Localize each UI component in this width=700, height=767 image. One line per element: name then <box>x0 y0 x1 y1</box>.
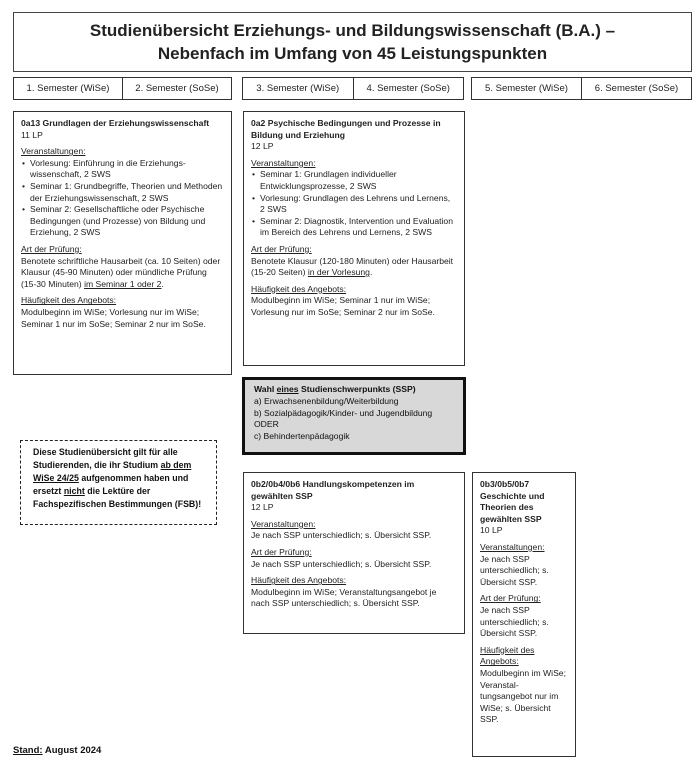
module-title: 0a2 Psychische Bedingungen und Prozesse in Bildung und Erziehung <box>251 118 441 140</box>
veranstaltungen-list <box>21 158 224 239</box>
title-line-2: Nebenfach im Umfang von 45 Leistungspunkten <box>157 44 548 63</box>
semester-5: 5. Semester (WiSe) <box>485 83 568 94</box>
list-item: • Seminar 2: Diagnostik, Intervention und Evaluation im Bereich des Lehrens und Lernens, 2 SWS <box>260 216 457 239</box>
semester-group-3-4 <box>242 77 464 100</box>
module-0a2 <box>243 111 465 366</box>
pruefung-text: Je nach SSP unterschiedlich; s. Übersicht SSP. <box>251 558 432 569</box>
haeufigkeit-label: Häufigkeit des Angebots: <box>480 644 535 667</box>
ssp-or: ODER <box>254 419 279 430</box>
ssp-option-a: a) Erwachsenenbildung/Weiterbildung <box>254 395 399 406</box>
list-item: • Vorlesung: Einführung in die Erziehungs-wissenschaft, 2 SWS <box>30 158 224 181</box>
ssp-heading: Wahl eines Studienschwerpunkts (SSP) <box>254 384 416 394</box>
ssp-option-b: b) Sozialpädagogik/Kinder- und Jugendbildung <box>254 407 433 418</box>
stand-value: August 2024 <box>42 745 102 756</box>
semester-1: 1. Semester (WiSe) <box>26 83 110 94</box>
module-lp: 10 LP <box>480 525 503 536</box>
module-lp: 12 LP <box>251 141 274 152</box>
haeufigkeit-label: Häufigkeit des Angebots: <box>251 575 347 586</box>
veranstaltungen-text: Je nach SSP unterschiedlich; s. Übersicht SSP. <box>480 553 549 587</box>
semester-2: 2. Semester (SoSe) <box>122 78 231 99</box>
veranstaltungen-label: Veranstaltungen: <box>21 146 86 157</box>
module-0b2 <box>243 472 465 634</box>
pruefung-label: Art der Prüfung: <box>21 243 82 254</box>
ssp-selection-box <box>242 377 466 455</box>
semester-3: 3. Semester (WiSe) <box>256 83 340 94</box>
semester-4: 4. Semester (SoSe) <box>353 78 464 99</box>
module-0a13 <box>13 111 232 375</box>
veranstaltungen-text: Je nach SSP unterschiedlich; s. Übersicht SSP. <box>251 530 432 541</box>
list-item: • Seminar 1: Grundlagen individueller Entwicklungsprozesse, 2 SWS <box>260 169 457 192</box>
haeufigkeit-text: Modulbeginn im WiSe; Veranstal-tungsangebot nur im WiSe; s. Übersicht SSP. <box>480 667 566 725</box>
document-title <box>13 12 692 72</box>
veranstaltungen-label: Veranstaltungen: <box>251 518 316 529</box>
semester-group-5-6 <box>471 77 692 100</box>
pruefung-label: Art der Prüfung: <box>251 243 312 254</box>
module-title: 0b3/0b5/0b7 Geschichte und Theorien des gewählten SSP <box>480 479 545 524</box>
list-item: • Vorlesung: Grundlagen des Lehrens und Lernens, 2 SWS <box>260 193 457 216</box>
stand-label: Stand: <box>13 745 43 756</box>
list-item: • Seminar 2: Gesellschaftliche oder Psychische Bedingungen (und Prozesse) von Bildung und Erziehung, 2 SWS <box>30 204 224 239</box>
pruefung-label: Art der Prüfung: <box>251 546 312 557</box>
module-lp: 12 LP <box>251 502 274 513</box>
ssp-option-c: c) Behindertenpädagogik <box>254 431 350 442</box>
pruefung-text: Benotete Klausur (120-180 Minuten) oder Hausarbeit (15-20 Seiten) in der Vorlesung. <box>251 255 454 278</box>
semester-6: 6. Semester (SoSe) <box>581 78 691 99</box>
module-title: 0a13 Grundlagen der Erziehungswissenschaft <box>21 118 210 128</box>
veranstaltungen-label: Veranstaltungen: <box>480 541 545 552</box>
module-title: 0b2/0b4/0b6 Handlungskompetenzen im gewählten SSP <box>251 479 415 501</box>
list-item: • Seminar 1: Grundbegriffe, Theorien und Methoden der Erziehungswissenschaft, 2 SWS <box>30 181 224 204</box>
pruefung-label: Art der Prüfung: <box>480 593 541 604</box>
module-0b3 <box>472 472 576 757</box>
haeufigkeit-text: Modulbeginn im WiSe; Seminar 1 nur im WiSe; Vorlesung nur im SoSe; Seminar 2 nur im SoSe. <box>251 295 435 317</box>
semester-group-1-2 <box>13 77 232 100</box>
pruefung-text: Je nach SSP unterschiedlich; s. Übersicht SSP. <box>480 604 549 639</box>
haeufigkeit-text: Modulbeginn im WiSe; Vorlesung nur im WiSe; Seminar 1 nur im SoSe; Seminar 2 nur im SoSe. <box>21 306 206 329</box>
haeufigkeit-label: Häufigkeit des Angebots: <box>251 283 347 294</box>
pruefung-text: Benotete schriftliche Hausarbeit (ca. 10 Seiten) oder Klausur (45-90 Minuten) oder mündliche Prüfung (15-30 Minuten) im Seminar 1 oder 2. <box>21 255 221 289</box>
document-date <box>13 745 101 756</box>
haeufigkeit-label: Häufigkeit des Angebots: <box>21 295 117 306</box>
module-lp: 11 LP <box>21 129 43 140</box>
veranstaltungen-list <box>251 169 457 239</box>
validity-note: Diese Studienübersicht gilt für alle Studierenden, die ihr Studium ab dem WiSe 24/25 aufgenommen haben und ersetzt nicht die Lektüre der Fachspezifischen Bestimmungen (FSB)! <box>20 440 217 525</box>
haeufigkeit-text: Modulbeginn im WiSe; Veranstaltungsangebot je nach SSP unterschiedlich; s. Übersicht SSP. <box>251 586 437 609</box>
title-line-1: Studienübersicht Erziehungs- und Bildungswissenschaft (B.A.) – <box>89 21 616 40</box>
veranstaltungen-label: Veranstaltungen: <box>251 157 316 168</box>
